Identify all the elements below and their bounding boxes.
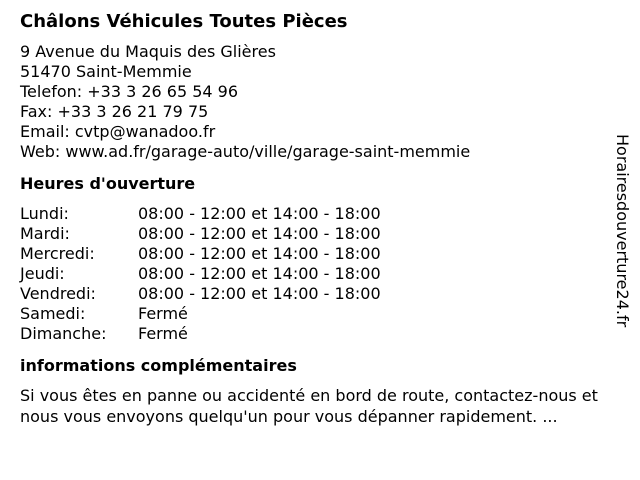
site-watermark: Horairesdouverture24.fr (613, 134, 632, 328)
hours-row-mercredi (20, 244, 620, 264)
hours-value: Fermé (138, 304, 188, 323)
hours-row-jeudi (20, 264, 620, 284)
hours-value: 08:00 - 12:00 et 14:00 - 18:00 (138, 264, 381, 283)
hours-value: 08:00 - 12:00 et 14:00 - 18:00 (138, 284, 381, 303)
day-label: Mardi: (20, 224, 70, 243)
additional-info-text: Si vous êtes en panne ou accidenté en bord de route, contactez-nous et nous vous envoyons quelqu'un pour vous dépanner rapidement. ... (20, 386, 598, 426)
opening-hours-title: Heures d'ouverture (20, 174, 196, 193)
day-label: Dimanche: (20, 324, 107, 343)
phone-line: Telefon: +33 3 26 65 54 96 (20, 82, 239, 101)
address-city: 51470 Saint-Memmie (20, 62, 192, 81)
day-label: Mercredi: (20, 244, 95, 263)
fax-line: Fax: +33 3 26 21 79 75 (20, 102, 209, 121)
day-label: Jeudi: (20, 264, 65, 283)
website-line: Web: www.ad.fr/garage-auto/ville/garage-saint-memmie (20, 142, 471, 161)
additional-info-title: informations complémentaires (20, 356, 297, 375)
email-line: Email: cvtp@wanadoo.fr (20, 122, 216, 141)
business-card (20, 10, 620, 427)
hours-row-vendredi (20, 284, 620, 304)
contact-block (20, 42, 620, 162)
address-street: 9 Avenue du Maquis des Glières (20, 42, 276, 61)
opening-hours-table (20, 204, 620, 344)
day-label: Vendredi: (20, 284, 96, 303)
hours-row-samedi (20, 304, 620, 324)
hours-value: 08:00 - 12:00 et 14:00 - 18:00 (138, 204, 381, 223)
hours-value: Fermé (138, 324, 188, 343)
day-label: Samedi: (20, 304, 86, 323)
hours-row-dimanche (20, 324, 620, 344)
hours-value: 08:00 - 12:00 et 14:00 - 18:00 (138, 224, 381, 243)
hours-value: 08:00 - 12:00 et 14:00 - 18:00 (138, 244, 381, 263)
hours-row-mardi (20, 224, 620, 244)
business-name: Châlons Véhicules Toutes Pièces (20, 11, 348, 32)
hours-row-lundi (20, 204, 620, 224)
day-label: Lundi: (20, 204, 69, 223)
